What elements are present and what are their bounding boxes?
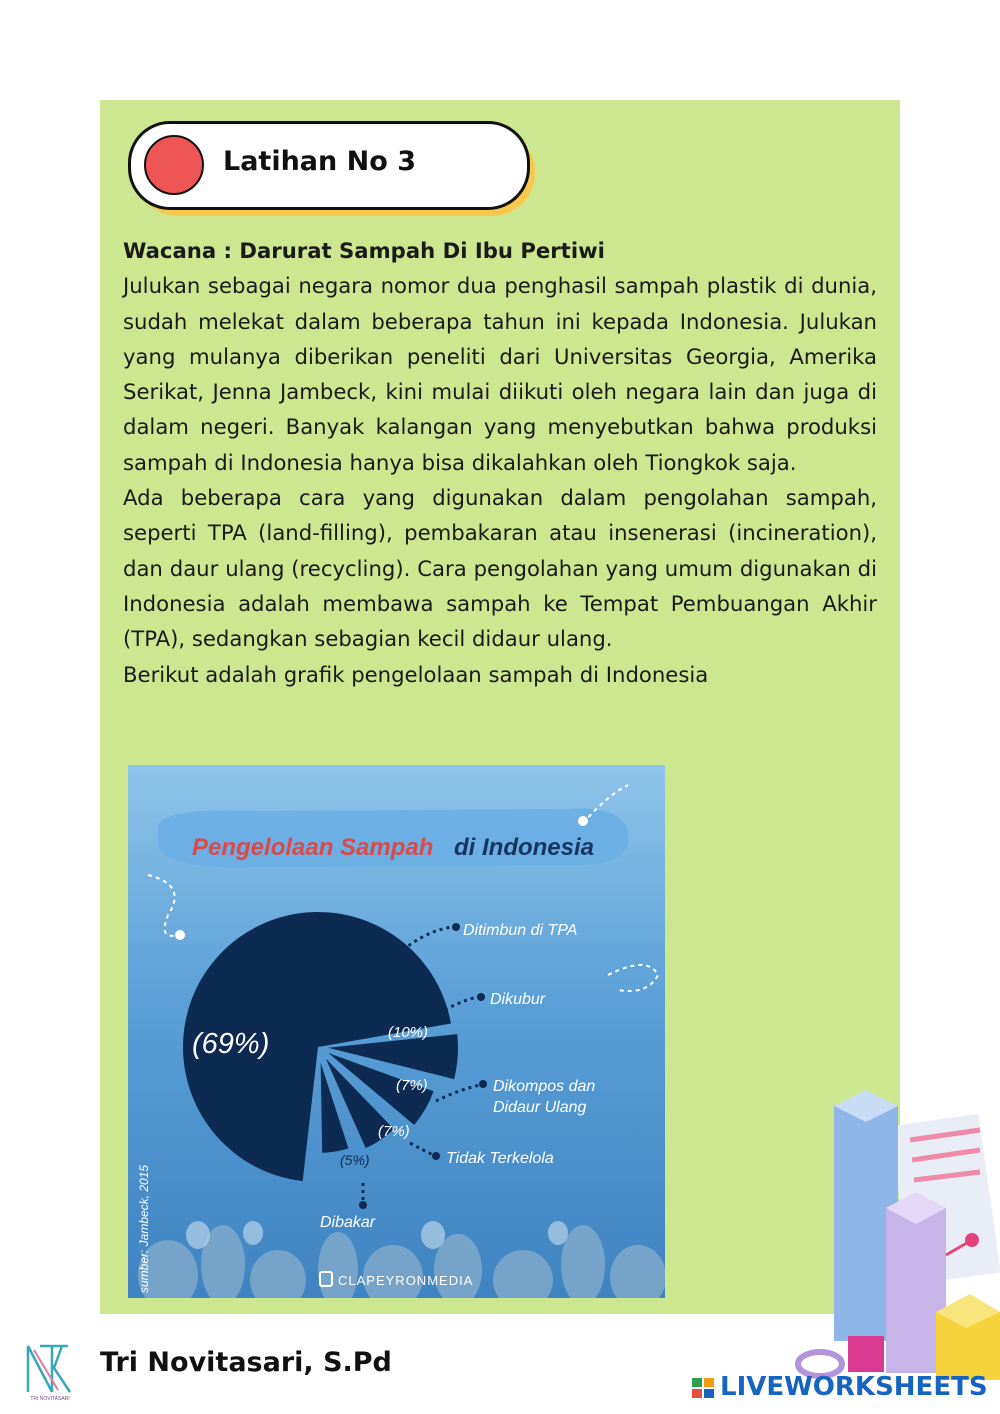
leader-line-dikubur — [445, 997, 478, 1010]
passage-heading: Wacana : Darurat Sampah Di Ibu Pertiwi — [123, 238, 605, 263]
chart-source: sumber: Jambeck, 2015 — [137, 1164, 151, 1293]
chart-title-part2: di Indonesia — [454, 834, 595, 861]
leader-dot-tpa — [452, 923, 460, 931]
passage-paragraph-2: Ada beberapa cara yang digunakan dalam pengolahan sampah, seperti TPA (land-filling), pembakaran atau insenerasi (incineration), dan daur ulang (recycling). Cara pengolahan yang umum digunakan di Indonesia adalah membawa sampah ke Tempat Pembuangan Akhir (TPA), sedangkan sebagian kecil didaur ulang. — [123, 485, 877, 652]
leader-dot-dikompos — [479, 1080, 487, 1088]
reading-passage — [123, 233, 877, 692]
leader-line-tidak — [410, 1143, 433, 1155]
leader-line-tpa — [403, 927, 453, 950]
category-label-tpa: Ditimbun di TPA — [463, 922, 578, 939]
category-label-dikompos-line1: Dikompos dan — [493, 1078, 596, 1095]
chart-credit: CLAPEYRONMEDIA — [338, 1273, 474, 1288]
decor-dot-2 — [175, 930, 185, 940]
slice-value-dikompos: (7%) — [396, 1077, 428, 1094]
red-dot-icon — [144, 135, 204, 195]
category-label-dibakar: Dibakar — [320, 1214, 376, 1231]
slice-value-dibakar: (5%) — [340, 1152, 370, 1168]
decorative-bars-graphic — [790, 1080, 1000, 1380]
infographic-canvas — [128, 765, 665, 1298]
slice-value-tidak: (7%) — [378, 1123, 410, 1140]
title-pill — [128, 121, 530, 210]
passage-paragraph-1: Julukan sebagai negara nomor dua penghasil sampah plastik di dunia, sudah melekat dalam beberapa tahun ini kepada Indonesia. Julukan yang mulanya diberikan peneliti dari Universitas Georgia, Amerika Serikat, Jenna Jambeck, kini mulai diikuti oleh negara lain dan juga di dalam negeri. Banyak kalangan yang menyebutkan bahwa produksi sampah di Indonesia hanya bisa dikalahkan oleh Tiongkok saja. — [123, 273, 877, 475]
author-name: Tri Novitasari, S.Pd — [100, 1347, 392, 1378]
category-label-tidak: Tidak Terkelola — [446, 1150, 554, 1167]
waste-management-infographic — [128, 765, 665, 1298]
decor-dash-2 — [148, 875, 178, 936]
leader-dot-tidak — [432, 1152, 440, 1160]
seabed-highlights — [186, 1221, 568, 1249]
leader-dot-dikubur — [477, 993, 485, 1001]
decor-dash-3 — [608, 965, 658, 991]
passage-paragraph-3: Berikut adalah grafik pengelolaan sampah di Indonesia — [123, 661, 709, 687]
liveworksheets-logo-icon — [692, 1378, 716, 1398]
leader-line-dikompos — [436, 1085, 480, 1101]
slice-value-dikubur: (10%) — [388, 1024, 429, 1041]
slice-value-tpa: (69%) — [192, 1028, 270, 1060]
author-logo-caption: TRI NOVITASARI — [30, 1396, 70, 1402]
category-label-dikubur: Dikubur — [490, 991, 546, 1008]
decor-dot-1 — [578, 816, 588, 826]
chart-title-part1: Pengelolaan Sampah — [192, 834, 434, 861]
leader-dot-dibakar — [359, 1201, 367, 1209]
author-logo-icon — [22, 1342, 78, 1402]
exercise-title: Latihan No 3 — [223, 146, 416, 177]
category-label-dikompos-line2: Didaur Ulang — [493, 1099, 587, 1116]
liveworksheets-brand: LIVEWORKSHEETS — [720, 1372, 988, 1402]
